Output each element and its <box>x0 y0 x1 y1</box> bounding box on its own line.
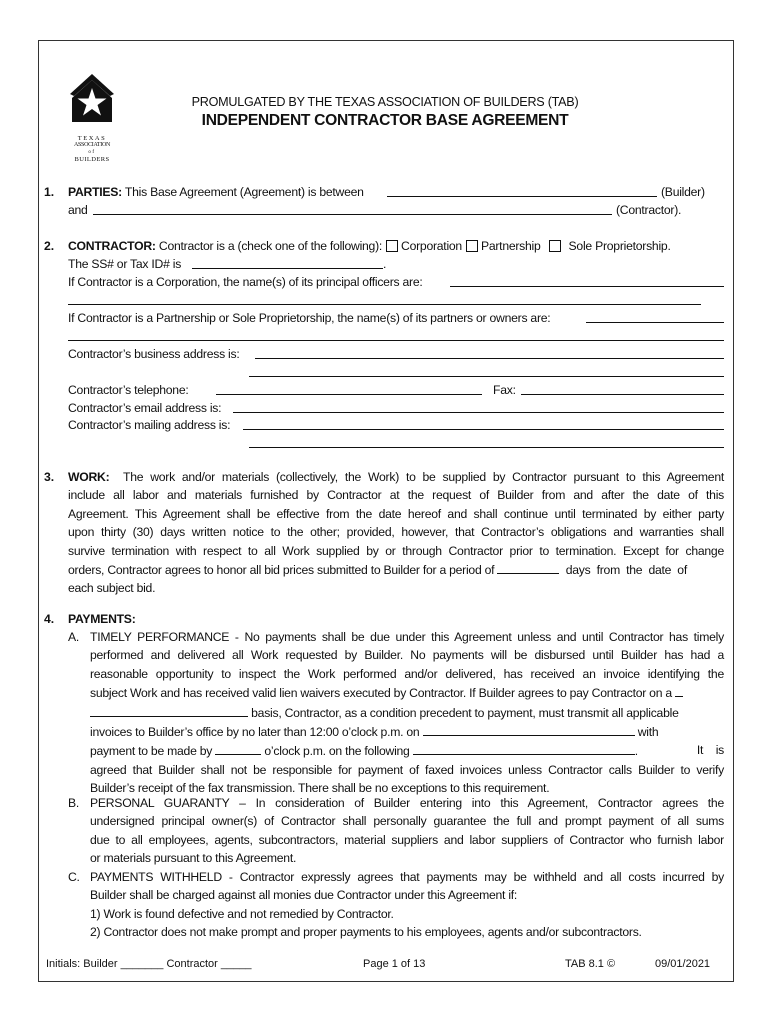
section-3-line-6 <box>68 560 724 579</box>
section-3-line-6a: orders, Contractor agrees to honor all bid prices submitted to Builder for a period of <box>68 563 495 578</box>
section-3-label: WORK: <box>68 470 110 484</box>
contractor-name-field[interactable] <box>93 214 612 215</box>
builder-name-field[interactable] <box>387 196 657 197</box>
partnership-checkbox[interactable] <box>466 240 478 252</box>
sub-b-body <box>90 794 724 868</box>
mailing-address-field-1[interactable] <box>243 429 724 430</box>
contractor-suffix: (Contractor). <box>616 203 682 217</box>
section-2-number: 2. <box>44 239 55 253</box>
tax-id-field[interactable] <box>192 268 383 269</box>
corp-officers-field-2[interactable] <box>68 304 701 305</box>
promulgated-line: PROMULGATED BY THE TEXAS ASSOCIATION OF BUILDERS (TAB) <box>191 95 579 109</box>
sub-a-line-4 <box>90 683 724 702</box>
sub-a-line-6b: with <box>637 725 659 740</box>
sub-b-line-1: PERSONAL GUARANTY – In consideration of Builder entering into this Agreement, Contractor agrees the <box>90 796 724 810</box>
sub-a-line-4-text: subject Work and has received valid lien waivers executed by Contractor. If Builder agrees to pay Contractor on a <box>90 686 672 701</box>
logo-text-3: of <box>88 150 96 155</box>
section-1-number: 1. <box>44 185 55 199</box>
section-1-and: and <box>68 203 88 217</box>
logo-text-4: BUILDERS <box>74 156 110 163</box>
sub-c-item-2: 2) Contractor does not make prompt and proper payments to his employees, agents and/or subcontractors. <box>90 925 642 940</box>
section-1-label: PARTIES: <box>68 185 122 199</box>
section-2-text: Contractor is a (check one of the following): <box>158 239 383 253</box>
builder-suffix: (Builder) <box>661 185 705 199</box>
business-address-field-1[interactable] <box>255 358 724 359</box>
sub-a-line-9: Builder’s receipt of the fax transmission. There shall be no exceptions to this requirement. <box>90 781 550 796</box>
business-address-label: Contractor’s business address is: <box>68 347 240 361</box>
ss-label: The SS# or Tax ID# is <box>68 257 182 271</box>
footer-page: Page 1 of 13 <box>363 958 426 970</box>
section-2-line-1 <box>68 237 671 256</box>
sub-a-body <box>90 628 724 798</box>
ss-period: . <box>383 257 387 271</box>
footer-initials: Initials: Builder _______ Contractor _____ <box>46 958 252 970</box>
sub-b-letter: B. <box>68 796 80 810</box>
section-3-number: 3. <box>44 470 55 484</box>
mailing-address-field-2[interactable] <box>249 447 724 448</box>
sub-a-line-8: agreed that Builder shall not be responsible for payment of faxed invoices unless Contractor calls Builder to verify <box>90 762 724 777</box>
section-3-body <box>68 468 724 598</box>
business-address-field-2[interactable] <box>249 376 724 377</box>
fax-label: Fax: <box>493 383 516 397</box>
section-3-line-2: include all labor and materials furnished by Contractor at the request of Builder from and after the date of this <box>68 488 724 503</box>
corp-officers-field-1[interactable] <box>450 286 724 287</box>
section-4-label: PAYMENTS: <box>68 612 136 626</box>
telephone-field[interactable] <box>216 394 482 395</box>
sub-a-line-5 <box>90 703 724 722</box>
section-3-line-4: upon thirty (30) days written notice to the other; provided, however, that Contractor’s obligations and warranties shall <box>68 525 724 540</box>
payment-basis-field[interactable] <box>90 703 248 717</box>
fax-field[interactable] <box>521 394 724 395</box>
sub-a-line-7 <box>90 741 724 760</box>
telephone-label: Contractor’s telephone: <box>68 383 189 397</box>
sub-a-line-2: performed and delivered all Work requested by Builder. No payments will be disbursed until Builder has had a <box>90 648 724 663</box>
sub-a-line-5-text: basis, Contractor, as a condition precedent to payment, must transmit all applicable <box>251 705 679 720</box>
sub-a-line-6a: invoices to Builder’s office by no later than 12:00 o’clock p.m. on <box>90 725 420 740</box>
sub-c-item-1: 1) Work is found defective and not remedied by Contractor. <box>90 906 394 921</box>
section-3-line-6b: days from the date of <box>565 563 687 578</box>
sub-a-line-1: TIMELY PERFORMANCE - No payments shall be due under this Agreement unless and until Contractor has timely <box>90 630 724 644</box>
sub-c-letter: C. <box>68 870 80 884</box>
sub-a-line-7d: It is <box>696 743 724 758</box>
logo-text-2: ASSOCIATION <box>73 142 111 148</box>
sub-a-line-7a: payment to be made by <box>90 744 213 759</box>
section-3-line-1 <box>68 468 724 486</box>
partnership-label: Partnership <box>480 239 541 253</box>
sub-b-line-4: or materials pursuant to this Agreement. <box>90 851 297 866</box>
payment-day-field[interactable] <box>413 741 635 755</box>
footer-date: 09/01/2021 <box>655 958 711 970</box>
footer-form-number: TAB 8.1 © <box>565 958 616 970</box>
section-3-line-3: Agreement. This Agreement shall be effective from the date hereof and shall continue until terminated by either party <box>68 506 724 521</box>
partners-field-2[interactable] <box>68 340 724 341</box>
section-3-line-1-text: The work and/or materials (collectively, the Work) to be supplied by Contractor pursuant to this Agreement <box>123 470 724 484</box>
sub-b-line-3: due to all employees, agents, subcontractors, material suppliers and labor suppliers of Contractor who furnish labor <box>90 832 724 847</box>
invoice-day-field[interactable] <box>423 722 635 736</box>
sub-c-line-1: PAYMENTS WITHHELD - Contractor expressly agrees that payments may be withheld and all costs incurred by <box>90 870 724 884</box>
mailing-address-label: Contractor’s mailing address is: <box>68 418 231 432</box>
sub-a-letter: A. <box>68 630 80 644</box>
section-2-label: CONTRACTOR: <box>68 239 156 253</box>
email-label: Contractor’s email address is: <box>68 401 222 415</box>
sub-b-line-2: undersigned principal owner(s) of Contractor shall personally guarantee the full and prompt payment of all sums <box>90 814 724 829</box>
sub-c-body <box>90 868 724 942</box>
sub-a-line-3: reasonable opportunity to inspect the Work performed and/or delivered, has received an invoice identifying the <box>90 666 724 681</box>
sub-a-line-6 <box>90 722 724 741</box>
corporation-label: Corporation <box>401 239 462 253</box>
section-4-number: 4. <box>44 612 55 626</box>
sole-proprietorship-checkbox[interactable] <box>549 240 561 252</box>
partners-field-1[interactable] <box>586 322 724 323</box>
partners-label: If Contractor is a Partnership or Sole Proprietorship, the name(s) of its partners or owners are: <box>68 311 551 325</box>
sub-a-line-7b: o’clock p.m. on the following <box>264 744 410 759</box>
payment-hour-field[interactable] <box>215 741 261 755</box>
section-3-line-7: each subject bid. <box>68 581 156 596</box>
sole-proprietorship-label: Sole Proprietorship. <box>568 239 671 253</box>
section-1-text: This Base Agreement (Agreement) is between <box>124 185 364 199</box>
bid-days-field[interactable] <box>497 560 559 574</box>
document-title: INDEPENDENT CONTRACTOR BASE AGREEMENT <box>201 112 569 129</box>
corporation-checkbox[interactable] <box>386 240 398 252</box>
payment-basis-field-start[interactable] <box>675 683 683 697</box>
sub-c-line-2: Builder shall be charged against all monies due Contractor under this Agreement if: <box>90 888 518 903</box>
sub-a-line-7c: . <box>634 744 638 759</box>
section-1-line-1 <box>68 183 364 202</box>
corp-officers-label: If Contractor is a Corporation, the name(s) of its principal officers are: <box>68 275 423 289</box>
section-3-line-5: survive termination with respect to all Work supplied by or through Contractor prior to termination. Except for change <box>68 543 724 558</box>
email-field[interactable] <box>233 412 724 413</box>
logo-text-1: TEXAS <box>77 135 107 142</box>
